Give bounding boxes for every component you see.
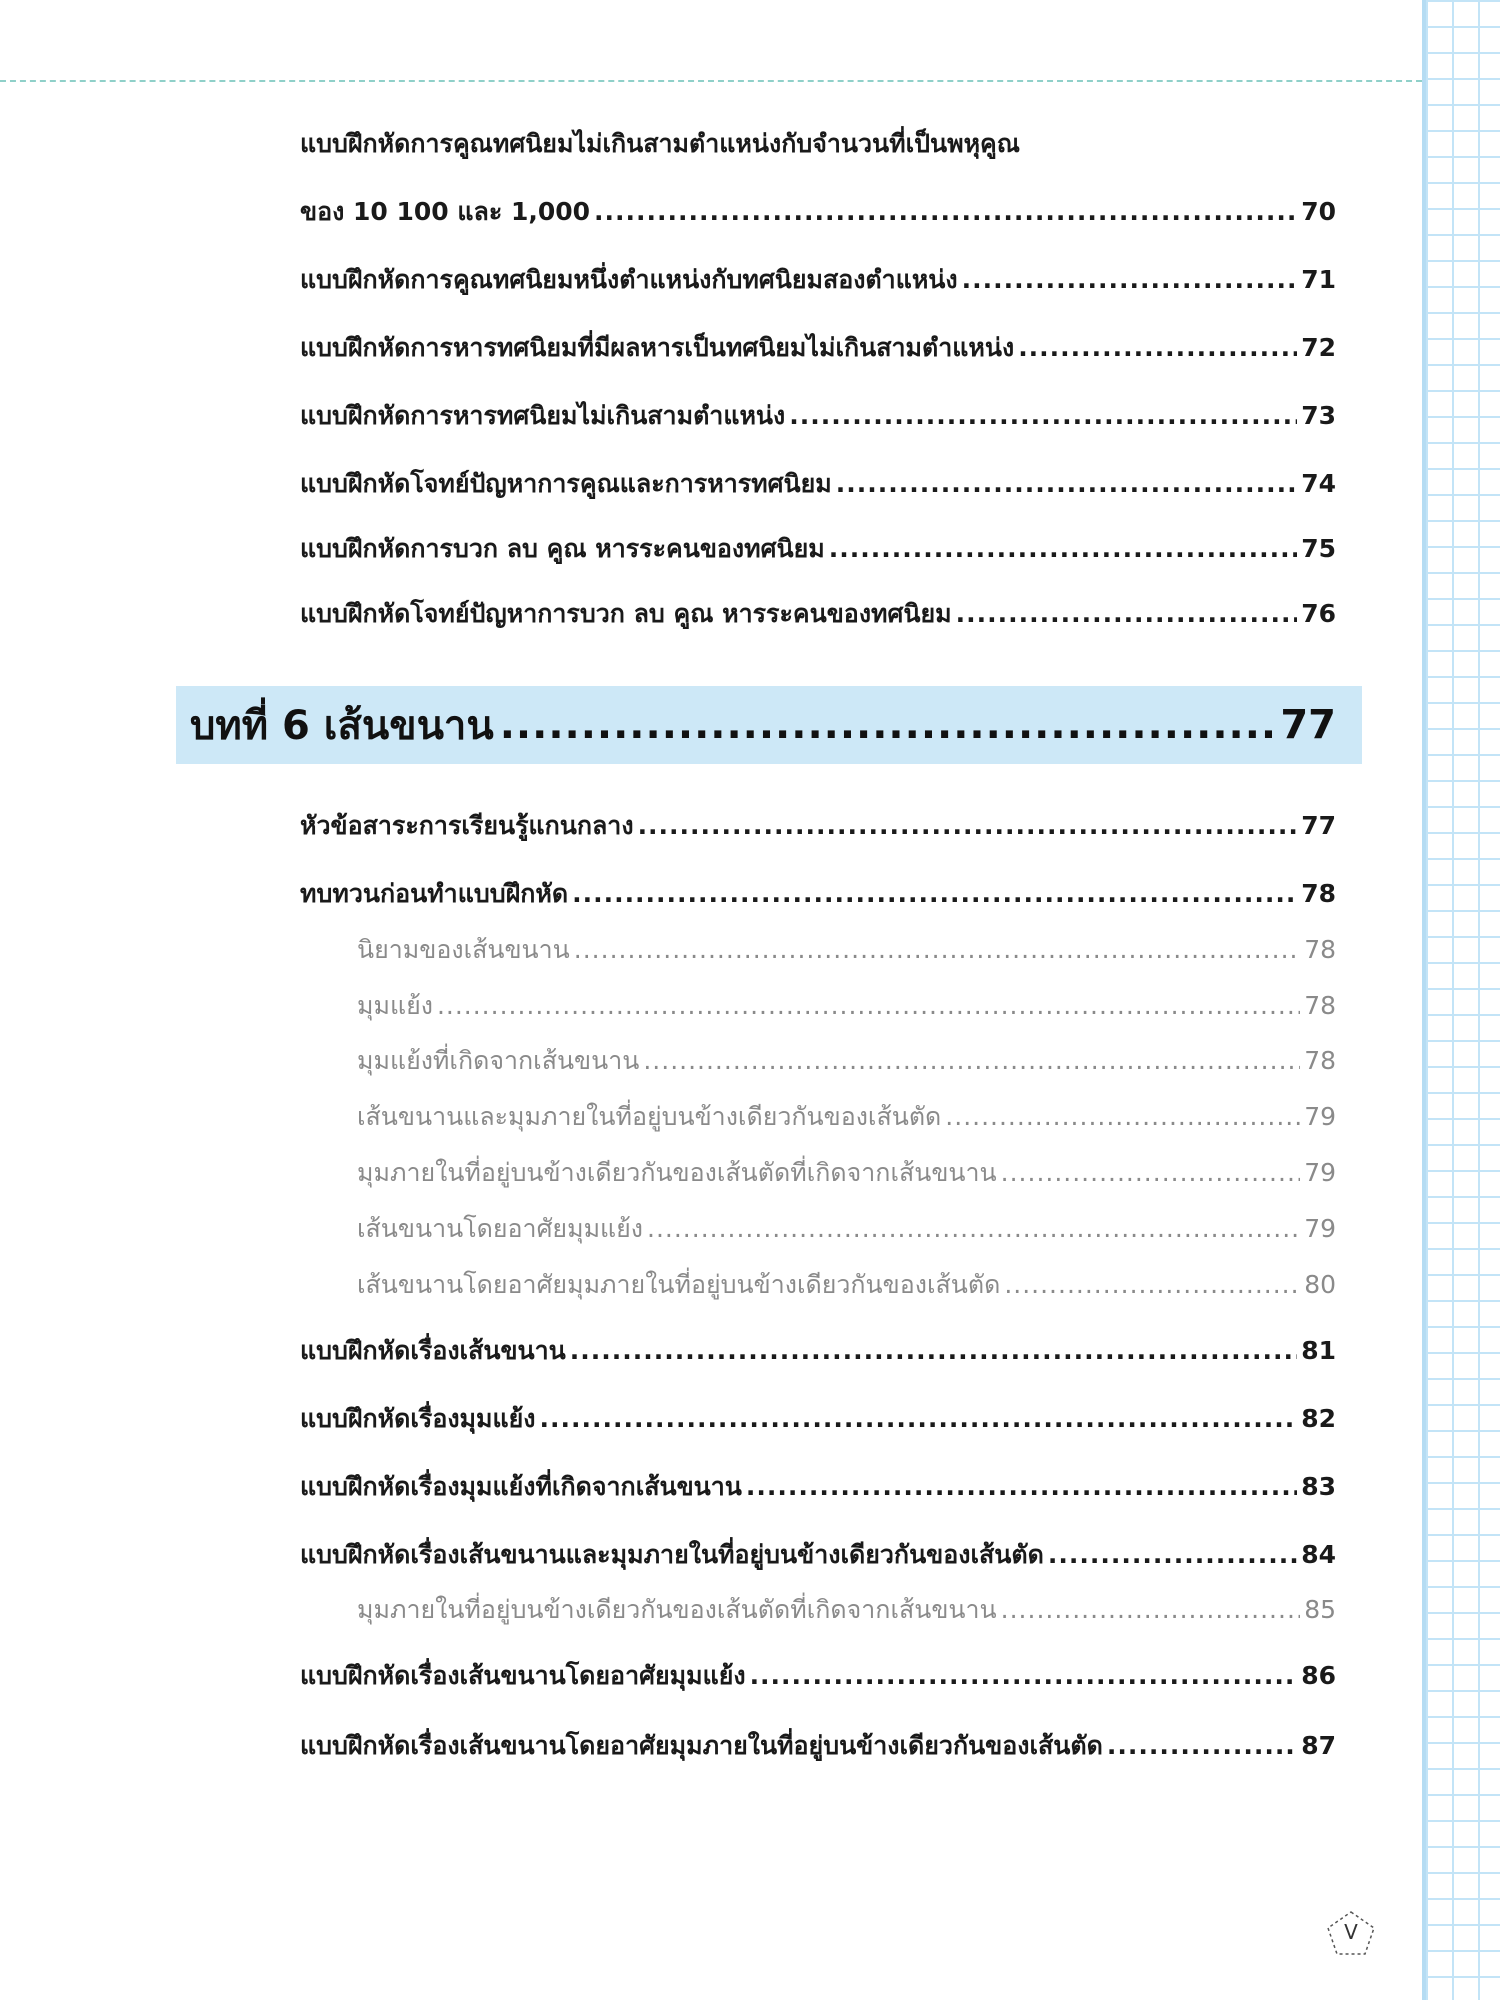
dot-leader: [1004, 1270, 1300, 1299]
toc-entry-title: แบบฝึกหัดเรื่องเส้นขนานโดยอาศัยมุมภายในที่อยู่บนข้างเดียวกันของเส้นตัด: [300, 1731, 1103, 1760]
toc-entry-title: แบบฝึกหัดการหารทศนิยมที่มีผลหารเป็นทศนิยมไม่เกินสามตำแหน่ง: [300, 333, 1015, 362]
toc-entry[interactable]: [300, 594, 1336, 634]
chapter-title: บทที่ 6 เส้นขนาน: [190, 703, 494, 749]
dot-leader: [836, 469, 1297, 498]
toc-entry-title: แบบฝึกหัดเรื่องเส้นขนานโดยอาศัยมุมแย้ง: [300, 1661, 746, 1690]
dot-leader: [570, 1336, 1297, 1365]
toc-entry-page: 82: [1301, 1404, 1336, 1433]
toc-subentry-page: 78: [1304, 991, 1336, 1020]
toc-entry[interactable]: [300, 806, 1336, 846]
dot-leader: [1107, 1731, 1297, 1760]
dashed-header-rule: [0, 80, 1422, 82]
toc-entry-page: 73: [1301, 401, 1336, 430]
page-number-badge: [1326, 1910, 1376, 1956]
toc-entry-title: แบบฝึกหัดเรื่องมุมแย้งที่เกิดจากเส้นขนาน: [300, 1472, 742, 1501]
dot-leader: [829, 534, 1297, 563]
toc-entry[interactable]: [300, 529, 1336, 569]
dot-leader: [789, 401, 1297, 430]
toc-entry-page: 77: [1301, 811, 1336, 840]
toc-entry[interactable]: [300, 396, 1336, 436]
dot-leader: [746, 1472, 1297, 1501]
toc-entry-title-line: แบบฝึกหัดการคูณทศนิยมไม่เกินสามตำแหน่งกับจำนวนที่เป็นพหุคูณ: [300, 129, 1020, 158]
toc-subentry[interactable]: [357, 1265, 1336, 1305]
toc-entry-title: แบบฝึกหัดการบวก ลบ คูณ หารระคนของทศนิยม: [300, 534, 825, 563]
toc-entry[interactable]: [300, 1656, 1336, 1696]
toc-entry-title: แบบฝึกหัดเรื่องมุมแย้ง: [300, 1404, 536, 1433]
toc-entry[interactable]: [300, 1535, 1336, 1575]
toc-entry[interactable]: [300, 1399, 1336, 1439]
chapter-heading[interactable]: [190, 686, 1336, 764]
dot-leader: [643, 1046, 1300, 1075]
toc-subentry-page: 85: [1304, 1595, 1336, 1624]
dot-leader: [594, 197, 1297, 226]
dot-leader: [647, 1214, 1300, 1243]
toc-entry[interactable]: [300, 1331, 1336, 1371]
toc-subentry[interactable]: [357, 1209, 1336, 1249]
toc-entry-title: แบบฝึกหัดเรื่องเส้นขนาน: [300, 1336, 566, 1365]
toc-entry[interactable]: [300, 464, 1336, 504]
toc-subentry-title: มุมภายในที่อยู่บนข้างเดียวกันของเส้นตัดที่เกิดจากเส้นขนาน: [357, 1158, 997, 1187]
toc-subentry-title: เส้นขนานโดยอาศัยมุมแย้ง: [357, 1214, 644, 1243]
toc-subentry-title: มุมภายในที่อยู่บนข้างเดียวกันของเส้นตัดที่เกิดจากเส้นขนาน: [357, 1595, 997, 1624]
toc-entry[interactable]: [300, 192, 1336, 232]
toc-entry-page: 86: [1301, 1661, 1336, 1690]
toc-entry-page: 70: [1301, 197, 1336, 226]
toc-entry-title: แบบฝึกหัดการคูณทศนิยมหนึ่งตำแหน่งกับทศนิยมสองตำแหน่ง: [300, 265, 958, 294]
toc-subentry[interactable]: [357, 930, 1336, 970]
grid-paper-margin: [1422, 0, 1500, 2000]
toc-subentry-page: 79: [1304, 1102, 1336, 1131]
toc-entry[interactable]: [300, 1467, 1336, 1507]
toc-entry-title: ของ 10 100 และ 1,000: [300, 197, 591, 226]
toc-entry-page: 76: [1301, 599, 1336, 628]
toc-subentry-page: 78: [1304, 935, 1336, 964]
toc-subentry[interactable]: [357, 1153, 1336, 1193]
dot-leader: [539, 1404, 1297, 1433]
toc-entry-title: แบบฝึกหัดการหารทศนิยมไม่เกินสามตำแหน่ง: [300, 401, 786, 430]
toc-entry[interactable]: [300, 1726, 1336, 1766]
dot-leader: [638, 811, 1298, 840]
dot-leader: [437, 991, 1300, 1020]
toc-entry-page: 71: [1301, 265, 1336, 294]
chapter-page: 77: [1280, 702, 1336, 748]
toc-entry-title: แบบฝึกหัดโจทย์ปัญหาการคูณและการหารทศนิยม: [300, 469, 832, 498]
dot-leader: [750, 1661, 1298, 1690]
toc-subentry-page: 79: [1304, 1214, 1336, 1243]
dot-leader: [500, 702, 1275, 748]
toc-subentry-title: มุมแย้ง: [357, 991, 433, 1020]
toc-subentry-page: 78: [1304, 1046, 1336, 1075]
dot-leader: [572, 879, 1297, 908]
toc-entry-page: 74: [1301, 469, 1336, 498]
toc-subentry[interactable]: [357, 986, 1336, 1026]
toc-entry[interactable]: [300, 874, 1336, 914]
toc-subentry[interactable]: [357, 1097, 1336, 1137]
dot-leader: [1018, 333, 1297, 362]
toc-subentry[interactable]: [357, 1590, 1336, 1630]
toc-entry-title: แบบฝึกหัดเรื่องเส้นขนานและมุมภายในที่อยู่บนข้างเดียวกันของเส้นตัด: [300, 1540, 1044, 1569]
toc-entry-title: แบบฝึกหัดโจทย์ปัญหาการบวก ลบ คูณ หารระคนของทศนิยม: [300, 599, 952, 628]
toc-subentry-page: 80: [1304, 1270, 1336, 1299]
dot-leader: [1001, 1595, 1301, 1624]
dot-leader: [962, 265, 1298, 294]
toc-entry-page: 78: [1301, 879, 1336, 908]
toc-entry-title: หัวข้อสาระการเรียนรู้แกนกลาง: [300, 811, 634, 840]
toc-entry-page: 87: [1301, 1731, 1336, 1760]
toc-subentry-title: นิยามของเส้นขนาน: [357, 935, 570, 964]
toc-entry-title: ทบทวนก่อนทำแบบฝึกหัด: [300, 879, 569, 908]
toc-entry-page: 81: [1301, 1336, 1336, 1365]
dot-leader: [956, 599, 1298, 628]
toc-subentry-page: 79: [1304, 1158, 1336, 1187]
dot-leader: [1001, 1158, 1301, 1187]
toc-subentry-title: เส้นขนานโดยอาศัยมุมภายในที่อยู่บนข้างเดียวกันของเส้นตัด: [357, 1270, 1001, 1299]
toc-entry-page: 83: [1301, 1472, 1336, 1501]
dot-leader: [945, 1102, 1300, 1131]
toc-entry-page: 84: [1301, 1540, 1336, 1569]
toc-entry[interactable]: [300, 260, 1336, 300]
toc-subentry[interactable]: [357, 1041, 1336, 1081]
page-number: V: [1344, 1920, 1358, 1944]
toc-entry-page: 75: [1301, 534, 1336, 563]
dot-leader: [1048, 1540, 1297, 1569]
dot-leader: [574, 935, 1300, 964]
toc-entry-page: 72: [1301, 333, 1336, 362]
toc-subentry-title: มุมแย้งที่เกิดจากเส้นขนาน: [357, 1046, 640, 1075]
toc-entry[interactable]: [300, 328, 1336, 368]
toc-subentry-title: เส้นขนานและมุมภายในที่อยู่บนข้างเดียวกันของเส้นตัด: [357, 1102, 942, 1131]
